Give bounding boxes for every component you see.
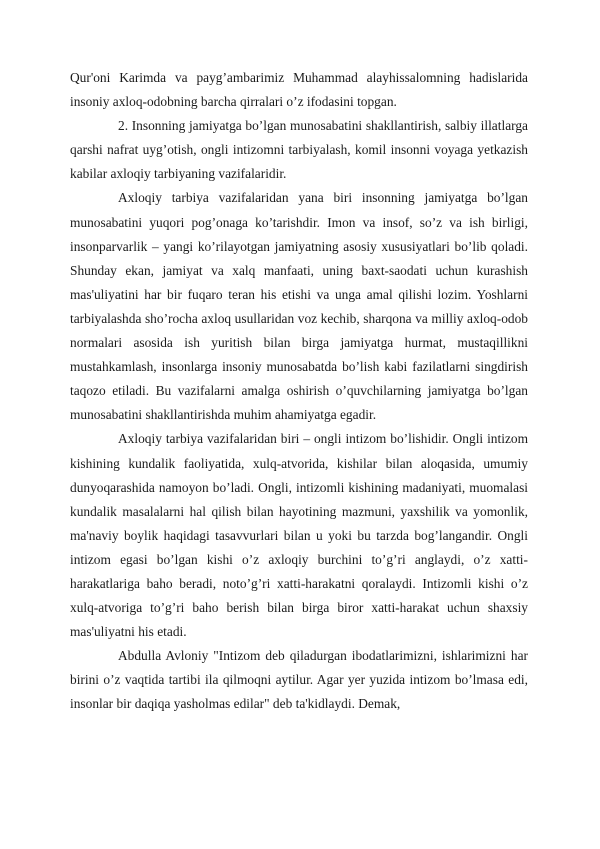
paragraph-1: Qur'oni Karimda va payg’ambarimiz Muhammad alayhissalomning hadislarida insoniy axloq-odobning barcha qirralari o’z ifodasini topgan.: [70, 70, 528, 110]
paragraph-4: Axloqiy tarbiya vazifalaridan biri – ongli intizom bo’lishidir. Ongli intizom kishining kundalik faoliyatida, xulq-atvorida, kishilar bilan aloqasida, umumiy dunyoqarashida namoyon bo’ladi. Ongli, intizomli kishining madaniyati, muomalasi kundalik masalalarni hal qilish bilan hayotining mazmuni, yaxshilik va yomonlik, ma'naviy boylik haqidagi tasavvurlari bilan u yoki bu tarzda bog’langandir. Ongli intizom egasi bo’lgan kishi o’z axloqiy burchini to’g’ri anglaydi, o’z xatti-harakatlariga baho beradi, noto’g’ri xatti-harakatni qoralaydi. Intizomli kishi o’z xulq-atvoriga to’g’ri baho berish bilan birga biror xatti-harakat uchun shaxsiy mas'uliyatni his etadi.: [70, 431, 528, 640]
paragraph-5: Abdulla Avloniy "Intizom deb qiladurgan ibodatlarimizni, ishlarimizni har birini o’z vaqtida tartibi ila qilmoqni aytilur. Agar yer yuzida intizom bo’lmasa edi, insonlar bir daqiqa yasholmas edilar" deb ta'kidlaydi. Demak,: [70, 648, 528, 712]
paragraph-2: 2. Insonning jamiyatga bo’lgan munosabatini shakllantirish, salbiy illatlarga qarshi nafrat uyg’otish, ongli intizomni tarbiyalash, komil insonni voyaga yetkazish kabilar axloqiy tarbiyaning vazifalaridir.: [70, 118, 528, 182]
document-page: [70, 66, 528, 717]
paragraph-3: Axloqiy tarbiya vazifalaridan yana biri insonning jamiyatga bo’lgan munosabatini yuqori pog’onaga ko’tarishdir. Imon va insof, so’z va ish birligi, insonparvarlik – yangi ko’rilayotgan jamiyatning asosiy xususiyatlari bo’lib qoladi. Shunday ekan, jamiyat va xalq manfaati, uning baxt-saodati uchun kurashish mas'uliyatini har bir fuqaro teran his etishi va unga amal qilishi lozim. Yoshlarni tarbiyalashda sho’rocha axloq usullaridan voz kechib, sharqona va milliy axloq-odob normalari asosida ish yuritish bilan birga jamiyatga hurmat, mustaqillikni mustahkamlash, insonlarga insoniy munosabatda bo’lish kabi fazilatlarni singdirish taqozo etiladi. Bu vazifalarni amalga oshirish o’quvchilarning jamiyatga bo’lgan munosabatini shakllantirishda muhim ahamiyatga egadir.: [70, 190, 528, 423]
